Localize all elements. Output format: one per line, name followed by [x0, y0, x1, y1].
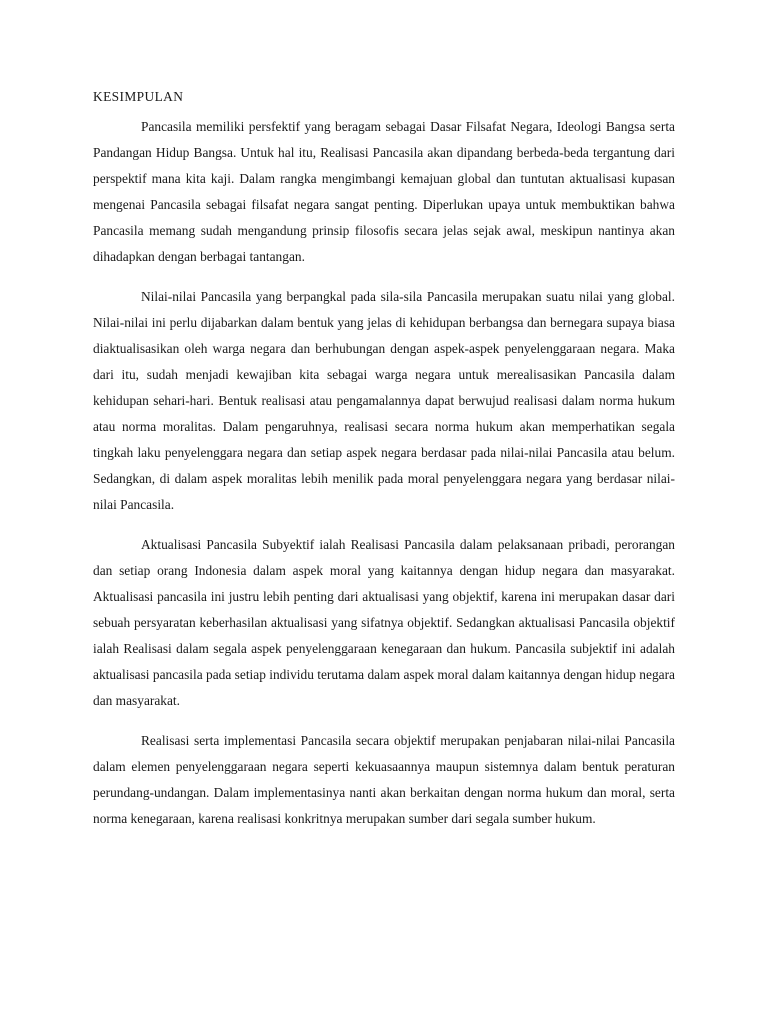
paragraph-1: Pancasila memiliki persfektif yang beragam sebagai Dasar Filsafat Negara, Ideologi Bangsa serta Pandangan Hidup Bangsa. Untuk hal itu, Realisasi Pancasila akan dipandang berbeda-beda tergantung dari perspektif mana kita kaji. Dalam rangka mengimbangi kemajuan global dan tuntutan aktualisasi kupasan mengenai Pancasila sebagai filsafat negara sangat penting. Diperlukan upaya untuk membuktikan bahwa Pancasila memang sudah mengandung prinsip filosofis secara jelas sejak awal, meskipun nantinya akan dihadapkan dengan berbagai tantangan.: [93, 119, 675, 264]
paragraph-3: Aktualisasi Pancasila Subyektif ialah Realisasi Pancasila dalam pelaksanaan pribadi, perorangan dan setiap orang Indonesia dalam aspek moral yang kaitannya dengan hidup negara dan masyarakat. Aktualisasi pancasila ini justru lebih penting dari aktualisasi yang objektif, karena ini merupakan dasar dari sebuah persyaratan keberhasilan aktualisasi yang sifatnya objektif. Sedangkan aktualisasi Pancasila objektif ialah Realisasi dalam segala aspek penyelenggaraan kenegaraan dan hukum. Pancasila subjektif ini adalah aktualisasi pancasila pada setiap individu terutama dalam aspek moral dalam kaitannya dengan hidup negara dan masyarakat.: [93, 537, 675, 708]
paragraph-2: Nilai-nilai Pancasila yang berpangkal pada sila-sila Pancasila merupakan suatu nilai yang global. Nilai-nilai ini perlu dijabarkan dalam bentuk yang jelas di kehidupan berbangsa dan bernegara supaya biasa diaktualisasikan oleh warga negara dan berhubungan dengan aspek-aspek penyelenggaraan negara. Maka dari itu, sudah menjadi kewajiban kita sebagai warga negara untuk merealisasikan Pancasila dalam kehidupan sehari-hari. Bentuk realisasi atau pengamalannya dapat berwujud realisasi dalam norma hukum atau norma moralitas. Dalam pengaruhnya, realisasi secara norma hukum akan memperhatikan segala tingkah laku penyelenggara negara dan setiap aspek negara berdasar pada nilai-nilai Pancasila atau belum. Sedangkan, di dalam aspek moralitas lebih menilik pada moral penyelenggara negara yang berdasar nilai-nilai Pancasila.: [93, 289, 675, 512]
document-body: [93, 87, 675, 846]
section-heading: KESIMPULAN: [93, 89, 184, 104]
paragraph-4: Realisasi serta implementasi Pancasila secara objektif merupakan penjabaran nilai-nilai Pancasila dalam elemen penyelenggaraan negara seperti kekuasaannya maupun sistemnya dalam bentuk peraturan perundang-undangan. Dalam implementasinya nanti akan berkaitan dengan norma hukum dan moral, serta norma kenegaraan, karena realisasi konkritnya merupakan sumber dari segala sumber hukum.: [93, 733, 675, 826]
